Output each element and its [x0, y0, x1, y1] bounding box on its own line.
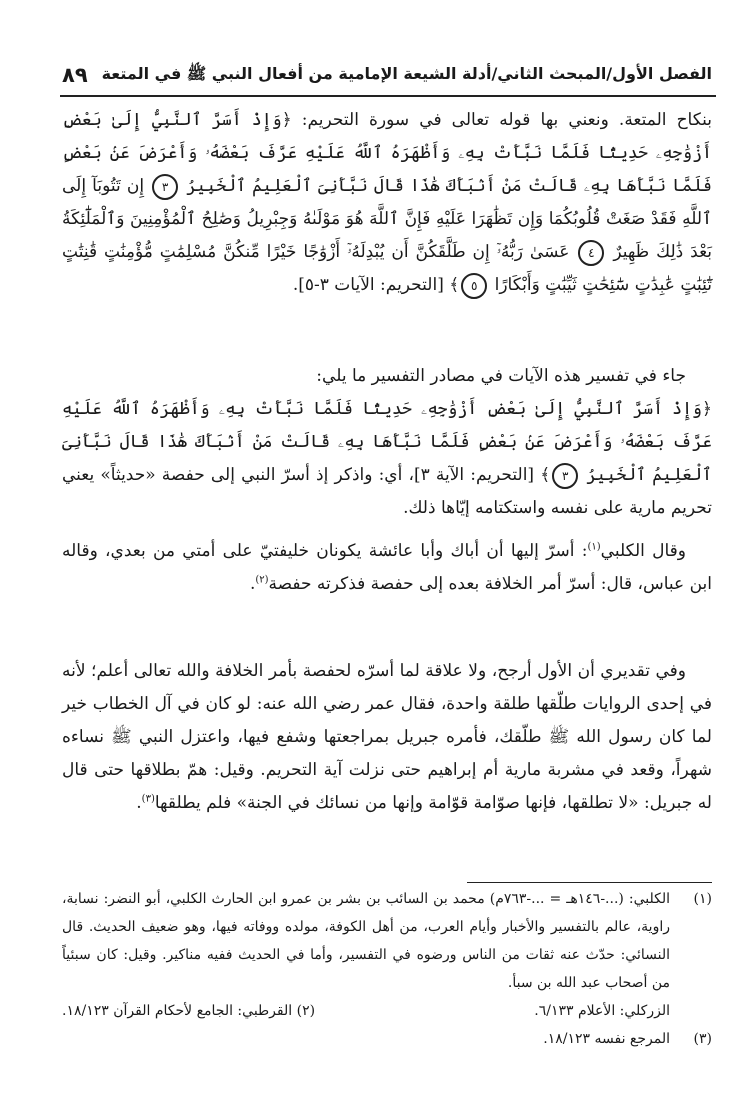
footnote-text: المرجع نفسه ١٨/١٢٣. [543, 1031, 670, 1047]
paragraph-tafsir [62, 360, 712, 525]
footnotes [62, 885, 712, 1053]
footnote-2 [62, 997, 315, 1025]
paragraph-kalbi [62, 535, 712, 601]
period: . [249, 574, 256, 594]
tafsir-text: [التحريم: الآية ٣]، أي: واذكر إذ أسرّ النبي إلى حفصة «حديثاً» يعني تحريم مارية على نفسه واستكتامه إيّاها ذلك. [62, 465, 712, 518]
open-brace-icon: ﴿ [702, 399, 712, 419]
ayah-mark-icon: ٣ [152, 174, 178, 200]
footnote-number: (٣) [693, 1031, 712, 1047]
footnote-1 [62, 885, 712, 997]
ayah-mark-icon: ٣ [552, 463, 578, 489]
ayah-mark-icon: ٥ [461, 273, 487, 299]
footnote-ref-2[interactable]: (٢) [255, 574, 269, 586]
quran-verse-repeat: وَإِذْ أَسَرَّ ٱلنَّبِيُّ إِلَىٰ بَعْضِ أَزْوَٰجِهِۦ حَدِيثًا فَلَمَّا نَبَّأَتْ بِهِۦ وَأَظْهَرَهُ ٱللَّهُ عَلَيْهِ عَرَّفَ بَعْضَهُۥ وَأَعْرَضَ عَنۢ بَعْضٍ فَلَمَّا نَبَّأَهَا بِهِۦ قَالَتْ مَنْ أَنۢبَأَكَ هَٰذَا قَالَ نَبَّأَنِىَ ٱلْعَلِيمُ ٱلْخَبِيرُ [62, 399, 712, 485]
quran-verse-4: إِن تَتُوبَآ إِلَى ٱللَّهِ فَقَدْ صَغَتْ قُلُوبُكُمَا وَإِن تَظَٰهَرَا عَلَيْهِ فَإِنَّ ٱللَّهَ هُوَ مَوْلَىٰهُ وَجِبْرِيلُ وَصَٰلِحُ ٱلْمُؤْمِنِينَ وَٱلْمَلَٰٓئِكَةُ بَعْدَ ذَٰلِكَ ظَهِيرٌ [62, 176, 713, 262]
paragraph-verses [62, 104, 712, 302]
footnote-source: الزركلي: الأعلام ٦/١٣٣. [534, 1003, 670, 1019]
open-brace-icon: ﴿ [281, 110, 292, 130]
page-number: ٨٩ [62, 63, 88, 87]
period: . [136, 793, 142, 813]
ayah-mark-icon: ٤ [578, 240, 604, 266]
opinion-text: وفي تقديري أن الأول أرجح، ولا علاقة لما أسرّه لحفصة بأمر الخلافة والله تعالى أعلم؛ لأنه في إحدى الروايات طلّقها طلقة واحدة، فقال عمر رضي الله عنه: لو كان في آل الخطاب خير لما كان رسول الله ﷺ طلّقك، فأمره جبريل بمراجعتها وشفع فيها، واعتزل النبي ﷺ نساءه شهراً، وقعد في مشربة مارية أم إبراهيم حتى نزلت آية التحريم. وقيل: همّ بطلاقها حتى قال له جبريل: «لا تطلقها، فإنها صوّامة قوّامة وإنها من نسائك في الجنة» فلم يطلقها [62, 661, 712, 813]
quran-verse-3: وَإِذْ أَسَرَّ ٱلنَّبِيُّ إِلَىٰ بَعْضِ أَزْوَٰجِهِۦ حَدِيثًا فَلَمَّا نَبَّأَتْ بِهِۦ وَأَظْهَرَهُ ٱللَّهُ عَلَيْهِ عَرَّفَ بَعْضَهُۥ وَأَعْرَضَ عَنۢ بَعْضٍ فَلَمَّا نَبَّأَهَا بِهِۦ قَالَتْ مَنْ أَنۢبَأَكَ هَٰذَا قَالَ نَبَّأَنِىَ ٱلْعَلِيمُ ٱلْخَبِيرُ [62, 110, 712, 196]
header-divider [60, 95, 716, 97]
footnote-text: الكلبي: (...-١٤٦هـ = ...-٧٦٣م) محمد بن السائب بن بشر بن عمرو ابن الحارث الكلبي، أبو النضر: نسابة، راوية، عالم بالتفسير والأخبار وأيام العرب، من أهل الكوفة، مولده ووفاته فيها، وهو ضعيف الحديث. قال النسائي: حدّث عنه ثقات من الناس ورضوه في التفسير، وأما في الحديث ففيه مناكير. وقيل: كان سبئياً من أصحاب عبد الله بن سبأ. [62, 891, 670, 991]
footnote-ref-3[interactable]: (٣) [141, 793, 155, 805]
footnote-text: القرطبي: الجامع لأحكام القرآن ١٨/١٢٣. [62, 1003, 293, 1019]
paragraph-opinion [62, 655, 712, 820]
kalbi-text: وقال الكلبي [600, 541, 686, 561]
footnote-ref-1[interactable]: (١) [587, 541, 601, 553]
footnote-3 [62, 1025, 712, 1053]
tafsir-lead: جاء في تفسير هذه الآيات في مصادر التفسير ما يلي: [316, 366, 686, 386]
footnote-number: (٢) [296, 1003, 316, 1019]
chapter-title: الفصل الأول/المبحث الثاني/أدلة الشيعة الإمامية من أفعال النبي ﷺ في المتعة [101, 63, 712, 83]
quran-verse-5: عَسَىٰ رَبُّهُۥٓ إِن طَلَّقَكُنَّ أَن يُبْدِلَهُۥٓ أَزْوَٰجًا خَيْرًا مِّنكُنَّ مُسْلِمَٰتٍ مُّؤْمِنَٰتٍ قَٰنِتَٰتٍ تَٰٓئِبَٰتٍ عَٰبِدَٰتٍ سَٰٓئِحَٰتٍ ثَيِّبَٰتٍ وَأَبْكَارًا [62, 242, 712, 295]
intro-text: بنكاح المتعة. ونعني بها قوله تعالى في سورة التحريم: [291, 110, 712, 130]
footnote-1-2-row [62, 997, 712, 1025]
kalbi-text-cont: : أسرّ إليها أن أباك وأبا عائشة يكونان خليفتيّ على أمتي من بعدي، وقاله ابن عباس، قال: أسرّ أمر الخلافة بعده إلى حفصة فذكرته حفصة [62, 541, 712, 594]
close-brace-icon: ﴾ [540, 465, 551, 485]
footnote-number: (١) [693, 891, 712, 907]
close-brace-icon: ﴾ [449, 275, 460, 295]
running-header [62, 58, 712, 92]
verse-citation: [التحريم: الآيات ٣-٥]. [292, 275, 450, 295]
footnote-divider [467, 882, 712, 883]
